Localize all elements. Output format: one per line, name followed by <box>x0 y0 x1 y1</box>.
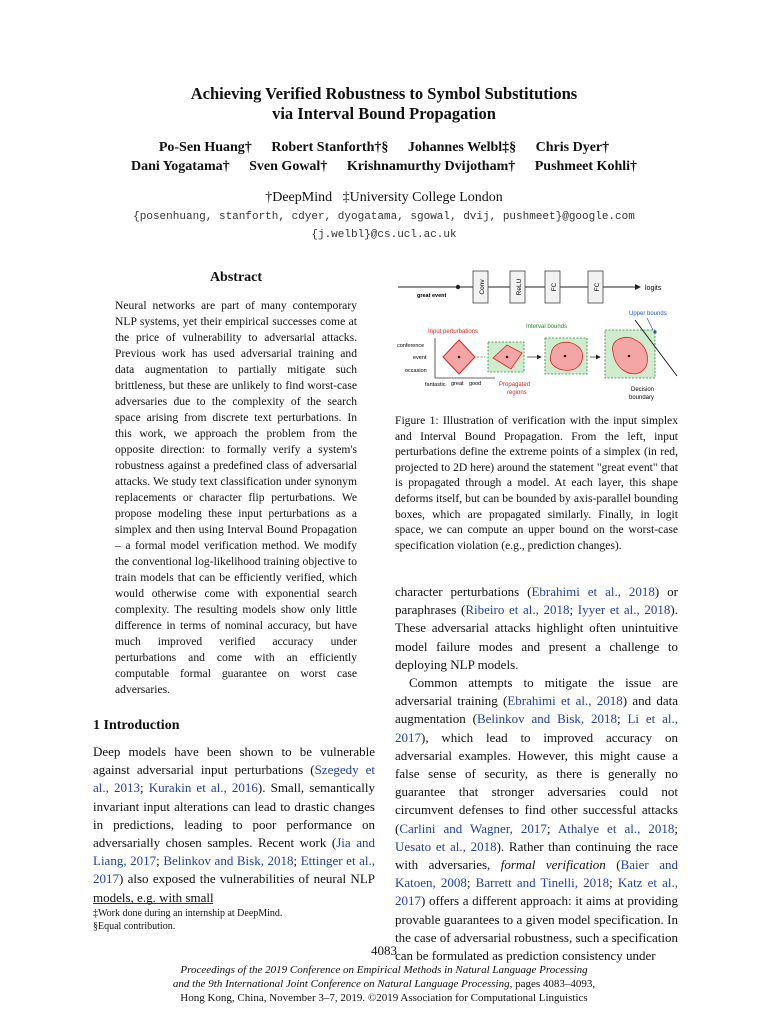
boundary-label: boundary <box>629 395 655 401</box>
footnote-rule <box>93 903 213 904</box>
input-perturbations-label: Input perturbations <box>428 329 479 335</box>
regions-label: regions <box>507 390 527 396</box>
good-label: good <box>469 381 482 387</box>
text: ). Rather than continuing the race with adversaries, <box>395 838 678 873</box>
email-line2: {j.welbl}@cs.ucl.ac.uk <box>311 229 457 241</box>
text: Common attempts to mitigate the issue are adversarial training ( <box>395 675 678 709</box>
email-line1: {posenhuang, stanforth, cdyer, dyogatama, sgowal, dvij, pushmeet}@google.com <box>133 211 635 223</box>
emphasis: formal verification <box>500 857 606 873</box>
text: ) and data augmentation ( <box>395 693 678 727</box>
author: Sven Gowal† <box>249 159 328 174</box>
text: ) offers a different approach: it aims at providing provable guarantees to a given model specification. In the case of adversarial robustness, such a specification can be formulated as prediction consistency under <box>395 893 679 964</box>
author: Dani Yogatama† <box>130 159 230 174</box>
proceedings-line2 <box>0 977 768 991</box>
figure-1-diagram <box>395 268 685 406</box>
logits-label: logits <box>645 285 662 292</box>
text: ). These adversarial attacks highlight often unintuitive model failure modes and present a challenge to deploying NLP models. <box>395 602 678 672</box>
citation-link[interactable]: Szegedy et al., 2013 <box>93 762 375 796</box>
relu-label: ReLU <box>516 278 523 296</box>
citation-link[interactable]: Iyyer et al., 2018 <box>577 602 671 618</box>
citation-link[interactable]: Jia and Liang, 2017 <box>93 835 375 869</box>
event-label: event <box>413 355 427 361</box>
text: ; <box>674 820 679 836</box>
citation-link[interactable]: Ettinger et al., 2017 <box>93 853 375 887</box>
fc-label: FC <box>594 282 601 292</box>
text: ) also exposed the vulnerabilities of neural NLP models, e.g. with small <box>93 871 375 905</box>
conference-label: conference <box>397 343 425 349</box>
fc-label: FC <box>551 282 558 292</box>
affiliations: †DeepMind ‡University College London <box>265 190 503 205</box>
citation-link[interactable]: Kurakin et al., 2016 <box>148 780 258 796</box>
author: Po-Sen Huang† <box>158 140 252 155</box>
citation-link[interactable]: Katz et al., 2017 <box>395 875 678 909</box>
author: Pushmeet Kohli† <box>534 159 638 174</box>
input-label: great event <box>417 293 447 299</box>
intro-paragraph <box>93 743 375 907</box>
paragraph <box>395 674 678 965</box>
section-heading-introduction: 1 Introduction <box>93 718 180 733</box>
citation-link[interactable]: Barrett and Tinelli, 2018 <box>475 875 610 891</box>
footnote-internship: ‡Work done during an internship at DeepMind. <box>93 908 283 919</box>
fantastic-label: fantastic <box>425 382 446 388</box>
text: ; <box>617 711 628 727</box>
text: character perturbations ( <box>395 584 532 599</box>
text: ) or paraphrases ( <box>395 584 679 618</box>
text: ; <box>466 875 476 891</box>
text: ), which lead to improved accuracy on adversarial examples. However, this might cause a false sense of security, as there is generally no guarantee that stronger adversaries could not circumvent defenses to find other successful attacks ( <box>395 729 678 836</box>
citation-link[interactable]: Baier and Katoen, 2008 <box>395 857 678 891</box>
authors-line2 <box>0 157 768 176</box>
great-label: great <box>451 381 464 387</box>
text: ( <box>605 857 621 873</box>
abstract-body: Neural networks are part of many contemporary NLP systems, yet their empirical successes come at the price of vulnerability to adversarial attacks. Previous work has used adversarial training and data augmentation to partially mitigate such brittleness, but these are unlikely to find worst-case adversaries due to the complexity of the search space arising from discrete text perturbations. In this work, we approach the problem from the opposite direction: to formally verify a system's robustness against a predefined class of adversarial attacks. We study text classification under synonym replacements or character flip perturbations. We propose modeling these input perturbations as a simplex and then using Interval Bound Propagation – a formal model verification method. We modify the conventional log-likelihood training objective to train models that can be efficiently verified, which would otherwise come with exponential search complexity. The resulting models show only little difference in terms of nominal accuracy, but have much improved verified accuracy under perturbations and come with an efficiently computable formal guarantee on worst case adversaries. <box>115 299 357 696</box>
proceedings-line1: Proceedings of the 2019 Conference on Empirical Methods in Natural Language Processing <box>180 964 588 976</box>
citation-link[interactable]: Athalye et al., 2018 <box>557 820 675 836</box>
text: ; <box>293 853 301 869</box>
citation-link[interactable]: Ebrahimi et al., 2018 <box>531 584 655 599</box>
footnote-equal-contribution: §Equal contribution. <box>93 921 176 932</box>
right-column-body <box>395 583 678 965</box>
occasion-label: occasion <box>405 368 427 374</box>
conv-label: Conv <box>479 279 486 295</box>
text: ; <box>156 853 164 869</box>
citation-link[interactable]: Ribeiro et al., 2018 <box>465 602 570 618</box>
citation-link[interactable]: Belinkov and Bisk, 2018 <box>163 853 294 869</box>
paper-title-line1: Achieving Verified Robustness to Symbol Substitutions <box>190 84 578 103</box>
text: ; <box>546 820 558 836</box>
page-number: 4083 <box>371 943 397 958</box>
citation-link[interactable]: Ebrahimi et al., 2018 <box>507 693 623 709</box>
author: Chris Dyer† <box>535 140 610 155</box>
citation-link[interactable]: Uesato et al., 2018 <box>395 838 497 854</box>
authors-line1 <box>0 138 768 157</box>
interval-bounds-label: Interval bounds <box>526 324 568 330</box>
propagated-label: Propagated <box>499 382 531 388</box>
abstract-heading: Abstract <box>209 270 263 285</box>
author: Robert Stanforth†§ <box>271 140 389 155</box>
figure-1-caption: Figure 1: Illustration of verification with the input simplex and Interval Bound Propagation. From the left, input perturbations define the extreme points of a simplex (in red, projected to 2D here) around the statement "great event" that is propagated through a model. At each layer, this shape deforms itself, but can be bounded by axis-parallel bounding boxes, which are propagated similarly. Finally, in logit space, we can compute an upper bound on the worst-case specification violation (e.g., prediction changes). <box>395 414 678 552</box>
citation-link[interactable]: Li et al., 2017 <box>395 711 678 745</box>
author: Krishnamurthy Dvijotham† <box>346 159 516 174</box>
text: Deep models have been shown to be vulnerable against adversarial input perturbations ( <box>93 744 375 778</box>
text: ; <box>140 780 149 796</box>
citation-link[interactable]: Belinkov and Bisk, 2018 <box>476 711 618 727</box>
author: Johannes Welbl‡§ <box>407 140 517 155</box>
text: and the 9th International Joint Conference on Natural Language Processing <box>172 978 510 990</box>
citation-link[interactable]: Carlini and Wagner, 2017 <box>399 820 547 836</box>
paragraph <box>395 583 678 674</box>
decision-label: Decision <box>631 387 655 393</box>
upper-bounds-label: Upper bounds <box>629 311 667 317</box>
text: ; <box>569 602 578 618</box>
text: ; <box>609 875 618 891</box>
proceedings-line3: Hong Kong, China, November 3–7, 2019. ©2019 Association for Computational Linguistics <box>180 992 588 1004</box>
paper-title-line2: via Interval Bound Propagation <box>272 104 496 123</box>
text: , pages 4083–4093, <box>509 978 596 990</box>
text: ). Small, semantically invariant input alterations can lead to drastic changes in predictions, leading to poor performance on adversarially chosen samples. Recent work ( <box>93 780 375 851</box>
